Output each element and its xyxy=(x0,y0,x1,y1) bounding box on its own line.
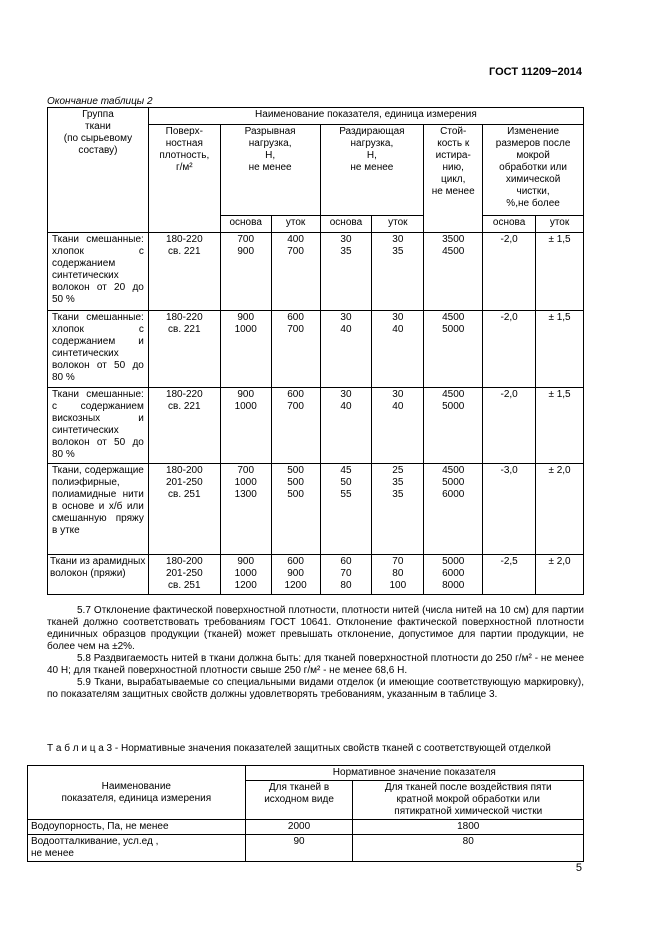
t3-after-cell: 1800 xyxy=(353,820,584,835)
shrink-weft-header: уток xyxy=(536,216,584,233)
table-row xyxy=(48,311,584,388)
shrink-header: Изменение размеров после мокрой обработки или химической чистки, %,не более xyxy=(483,125,584,216)
paragraph-5-9: 5.9 Ткани, вырабатываемые со специальными видами отделок (и имеющие соответствующую маркировку), по показателям защитных свойств должны удовлетворять требованиям, указанным в таблице 3. xyxy=(47,677,584,700)
table-2 xyxy=(47,107,584,595)
abrasion-cell: 4500 5000 6000 xyxy=(424,464,483,555)
paragraph-5-7: 5.7 Отклонение фактической поверхностной плотности, плотности нитей (числа нитей на 10 см) для партии тканей должно соответствовать требованиям ГОСТ 10641. Отклонение фактической поверхностной плотности единичных образцов продукции (тканей) может превышать отклонение, допустимое для партии продукции, не более чем на ±2%. xyxy=(47,605,584,652)
table-row xyxy=(48,555,584,595)
shrink-weft-cell: ± 2,0 xyxy=(536,555,584,595)
table3-caption: Т а б л и ц а 3 - Нормативные значения показателей защитных свойств тканей с соответствующей отделкой xyxy=(47,743,551,754)
indicator-header: Наименование показателя, единица измерения xyxy=(148,108,583,125)
shrink-weft-cell: ± 1,5 xyxy=(536,388,584,464)
shrink-warp-header: основа xyxy=(483,216,536,233)
document-code: ГОСТ 11209−2014 xyxy=(489,66,582,78)
tear-weft-header: уток xyxy=(372,216,424,233)
tensile-weft-cell: 600 700 xyxy=(271,311,320,388)
tensile-warp-cell: 700 900 xyxy=(220,233,271,311)
density-cell: 180-220 св. 221 xyxy=(148,388,220,464)
table-row xyxy=(48,464,584,555)
shrink-warp-cell: -3,0 xyxy=(483,464,536,555)
tear-weft-cell: 30 35 xyxy=(372,233,424,311)
t3-initial-cell: 90 xyxy=(245,835,353,862)
table-row xyxy=(48,233,584,311)
group-cell: Ткани смешанные: хлопок с содержанием и синтетических волокон от 50 до 80 % xyxy=(48,311,149,388)
shrink-weft-cell: ± 1,5 xyxy=(536,233,584,311)
shrink-warp-cell: -2,5 xyxy=(483,555,536,595)
tear-warp-header: основа xyxy=(320,216,372,233)
tear-warp-cell: 60 70 80 xyxy=(320,555,372,595)
tear-warp-cell: 30 35 xyxy=(320,233,372,311)
abrasion-cell: 4500 5000 xyxy=(424,311,483,388)
shrink-warp-cell: -2,0 xyxy=(483,311,536,388)
table2-caption: Окончание таблицы 2 xyxy=(47,96,153,107)
tensile-warp-cell: 900 1000 1200 xyxy=(220,555,271,595)
group-header: Группа ткани (по сырьевому составу) xyxy=(48,108,149,233)
table-row xyxy=(48,388,584,464)
t3-initial-cell: 2000 xyxy=(245,820,353,835)
shrink-weft-cell: ± 1,5 xyxy=(536,311,584,388)
shrink-weft-cell: ± 2,0 xyxy=(536,464,584,555)
tear-weft-cell: 25 35 35 xyxy=(372,464,424,555)
page-number: 5 xyxy=(575,862,582,874)
table-3 xyxy=(27,765,584,862)
paragraph-5-8: 5.8 Раздвигаемость нитей в ткани должна быть: для тканей поверхностной плотности до 250 г/м² - не менее 40 Н; для тканей поверхностной плотности свыше 250 г/м² - не менее 68,6 Н. xyxy=(47,653,584,676)
t3-norm-header: Нормативное значение показателя xyxy=(245,766,583,781)
tensile-weft-cell: 500 500 500 xyxy=(271,464,320,555)
density-cell: 180-220 св. 221 xyxy=(148,311,220,388)
body-text xyxy=(47,605,584,701)
shrink-warp-cell: -2,0 xyxy=(483,233,536,311)
t3-indicator-header: Наименование показателя, единица измерения xyxy=(28,766,246,820)
abrasion-cell: 3500 4500 xyxy=(424,233,483,311)
tear-header: Раздирающая нагрузка, Н, не менее xyxy=(320,125,424,216)
abrasion-cell: 4500 5000 xyxy=(424,388,483,464)
tensile-weft-header: уток xyxy=(271,216,320,233)
tensile-warp-cell: 900 1000 xyxy=(220,388,271,464)
shrink-warp-cell: -2,0 xyxy=(483,388,536,464)
tear-warp-cell: 30 40 xyxy=(320,388,372,464)
t3-after-header: Для тканей после воздействия пяти кратной мокрой обработки или пятикратной химической чистки xyxy=(353,781,584,820)
abrasion-header: Стой- кость к истира- нию, цикл, не менее xyxy=(424,125,483,233)
tensile-weft-cell: 600 700 xyxy=(271,388,320,464)
abrasion-cell: 5000 6000 8000 xyxy=(424,555,483,595)
group-cell: Ткани смешанные: хлопок с содержанием синтетических волокон от 20 до 50 % xyxy=(48,233,149,311)
group-cell: Ткани из арамидных волокон (пряжи) xyxy=(48,555,149,595)
t3-name-cell: Водоотталкивание, усл.ед , не менее xyxy=(28,835,246,862)
tear-warp-cell: 30 40 xyxy=(320,311,372,388)
density-cell: 180-220 св. 221 xyxy=(148,233,220,311)
tear-weft-cell: 30 40 xyxy=(372,311,424,388)
table-row xyxy=(28,835,584,862)
t3-after-cell: 80 xyxy=(353,835,584,862)
tensile-weft-cell: 600 900 1200 xyxy=(271,555,320,595)
group-cell: Ткани смешанные: с содержанием вискозных и синтетических волокон от 50 до 80 % xyxy=(48,388,149,464)
tensile-header: Разрывная нагрузка, Н, не менее xyxy=(220,125,320,216)
t3-initial-header: Для тканей в исходном виде xyxy=(245,781,353,820)
density-header: Поверх- ностная плотность, г/м² xyxy=(148,125,220,233)
density-cell: 180-200 201-250 св. 251 xyxy=(148,464,220,555)
tensile-warp-cell: 700 1000 1300 xyxy=(220,464,271,555)
table-row xyxy=(28,820,584,835)
tensile-weft-cell: 400 700 xyxy=(271,233,320,311)
group-cell: Ткани, содержащие полиэфирные, полиамидные нити в основе и х/б или смешанную пряжу в утке xyxy=(48,464,149,555)
tear-weft-cell: 70 80 100 xyxy=(372,555,424,595)
t3-name-cell: Водоупорность, Па, не менее xyxy=(28,820,246,835)
tensile-warp-header: основа xyxy=(220,216,271,233)
tear-weft-cell: 30 40 xyxy=(372,388,424,464)
tensile-warp-cell: 900 1000 xyxy=(220,311,271,388)
density-cell: 180-200 201-250 св. 251 xyxy=(148,555,220,595)
tear-warp-cell: 45 50 55 xyxy=(320,464,372,555)
